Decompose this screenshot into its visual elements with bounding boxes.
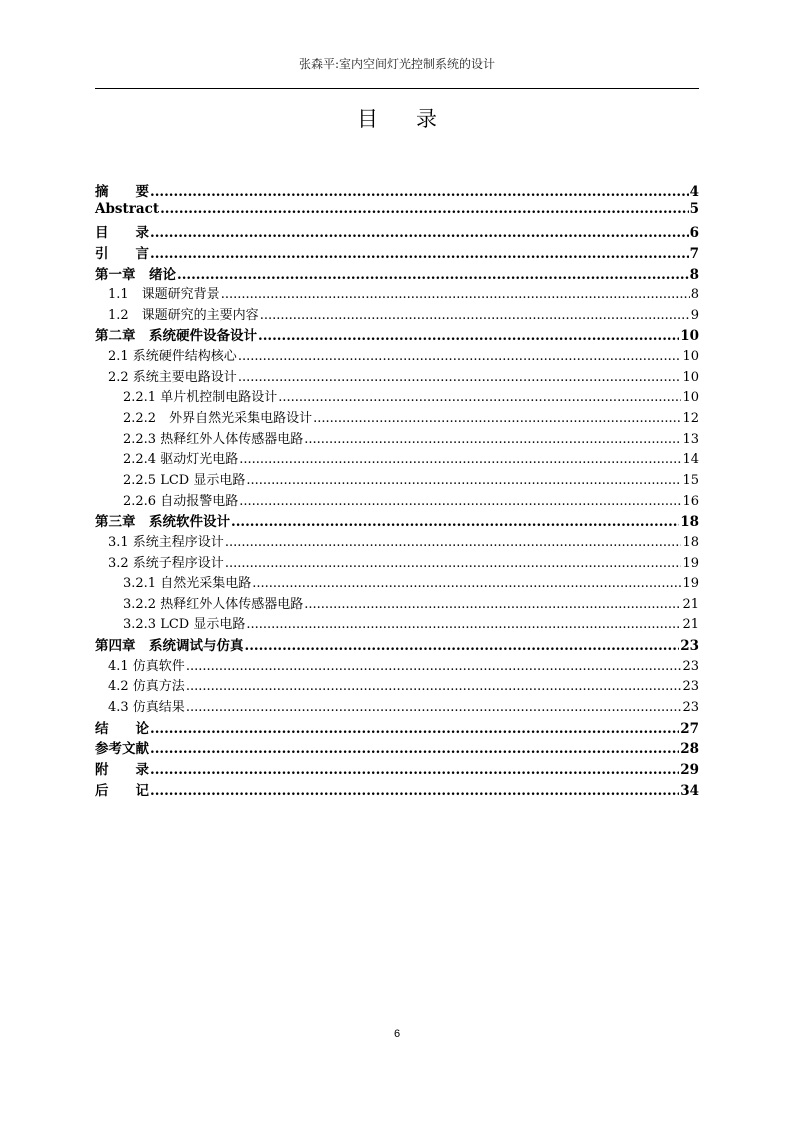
toc-dot-leader <box>160 201 689 217</box>
toc-entry[interactable] <box>95 634 699 655</box>
page-title: 目录 <box>357 107 475 131</box>
toc-entry-label: 3.2.2 热释红外人体传感器电路 <box>123 596 304 612</box>
toc-entry-label: 2.2.6 自动报警电路 <box>123 493 239 509</box>
toc-entry-page: 23 <box>682 679 699 695</box>
toc-dot-leader <box>150 783 679 799</box>
toc-entry[interactable] <box>95 737 699 758</box>
toc-entry-page: 21 <box>682 617 699 633</box>
toc-entry[interactable] <box>95 263 699 284</box>
toc-entry-label: 第三章 系统软件设计 <box>95 514 230 531</box>
toc-dot-leader <box>246 473 681 488</box>
toc-entry[interactable] <box>95 428 699 449</box>
toc-entry[interactable] <box>95 779 699 800</box>
toc-entry-page: 7 <box>689 245 699 262</box>
toc-entry-label: 2.2.1 单片机控制电路设计 <box>123 390 278 406</box>
toc-dot-leader <box>150 184 689 200</box>
toc-entry-page: 8 <box>689 266 699 283</box>
toc-entry-label: 2.2 系统主要电路设计 <box>108 369 237 385</box>
toc-dot-leader <box>225 556 682 571</box>
toc-entry[interactable] <box>95 201 699 222</box>
toc-entry-page: 19 <box>682 555 699 571</box>
toc-entry-page: 10 <box>680 328 699 345</box>
toc-dot-leader <box>304 597 681 612</box>
toc-entry[interactable] <box>95 696 699 717</box>
toc-entry-label: 引 言 <box>95 245 149 262</box>
table-of-contents <box>95 180 699 799</box>
toc-entry[interactable] <box>95 221 699 242</box>
toc-dot-leader <box>150 225 689 241</box>
toc-entry[interactable] <box>95 180 699 201</box>
toc-entry-label: 3.2.3 LCD 显示电路 <box>123 617 246 633</box>
toc-entry-label: 后 记 <box>95 782 149 799</box>
toc-entry-label: 第一章 绪论 <box>95 266 176 283</box>
toc-dot-leader <box>225 535 682 550</box>
toc-entry-page: 28 <box>680 741 699 758</box>
toc-dot-leader <box>150 246 689 262</box>
toc-entry[interactable] <box>95 304 699 325</box>
header-rule <box>95 88 699 89</box>
toc-entry-label: 4.3 仿真结果 <box>108 700 185 716</box>
toc-entry-page: 8 <box>690 287 699 303</box>
toc-entry-page: 4 <box>689 184 699 200</box>
toc-dot-leader <box>150 741 679 757</box>
toc-entry[interactable] <box>95 386 699 407</box>
toc-dot-leader <box>245 638 680 654</box>
toc-entry[interactable] <box>95 324 699 345</box>
toc-entry-label: 4.1 仿真软件 <box>108 658 185 674</box>
toc-entry-page: 16 <box>682 493 699 509</box>
toc-entry-label: 附 录 <box>95 761 149 778</box>
toc-entry-page: 18 <box>682 534 699 550</box>
toc-dot-leader <box>278 390 681 405</box>
toc-entry-label: 结 论 <box>95 720 149 737</box>
toc-entry-page: 23 <box>680 638 699 655</box>
running-header: 张森平:室内空间灯光控制系统的设计 <box>298 57 496 71</box>
toc-entry[interactable] <box>95 366 699 387</box>
toc-entry-label: 1.2 课题研究的主要内容 <box>108 307 259 323</box>
toc-entry-label: 2.2.4 驱动灯光电路 <box>123 452 239 468</box>
toc-entry-page: 19 <box>682 576 699 592</box>
toc-entry-page: 34 <box>680 782 699 799</box>
toc-entry-label: 第二章 系统硬件设备设计 <box>95 328 257 345</box>
toc-entry[interactable] <box>95 490 699 511</box>
toc-entry-label: 目 录 <box>95 225 149 242</box>
toc-dot-leader <box>313 411 681 426</box>
toc-entry-label: 2.2.3 热释红外人体传感器电路 <box>123 431 304 447</box>
toc-entry[interactable] <box>95 717 699 738</box>
toc-entry[interactable] <box>95 613 699 634</box>
toc-entry-page: 10 <box>682 390 699 406</box>
toc-dot-leader <box>238 370 682 385</box>
toc-entry-page: 6 <box>689 225 699 242</box>
toc-entry[interactable] <box>95 510 699 531</box>
toc-entry-label: 2.2.5 LCD 显示电路 <box>123 472 246 488</box>
toc-dot-leader <box>246 617 681 632</box>
toc-dot-leader <box>231 514 679 530</box>
toc-entry-label: 1.1 课题研究背景 <box>108 287 220 303</box>
toc-entry-page: 23 <box>682 658 699 674</box>
toc-entry-page: 9 <box>690 307 699 323</box>
toc-dot-leader <box>258 328 679 344</box>
toc-entry-label: 2.1 系统硬件结构核心 <box>108 349 237 365</box>
toc-entry[interactable] <box>95 758 699 779</box>
toc-dot-leader <box>177 267 689 283</box>
toc-entry-page: 15 <box>682 472 699 488</box>
toc-dot-leader <box>304 432 681 447</box>
toc-dot-leader <box>238 349 682 364</box>
toc-dot-leader <box>260 308 690 323</box>
toc-entry[interactable] <box>95 675 699 696</box>
toc-dot-leader <box>252 576 681 591</box>
toc-dot-leader <box>186 700 682 715</box>
toc-entry[interactable] <box>95 531 699 552</box>
toc-entry[interactable] <box>95 242 699 263</box>
toc-entry-page: 14 <box>682 452 699 468</box>
toc-entry[interactable] <box>95 448 699 469</box>
toc-entry[interactable] <box>95 572 699 593</box>
toc-dot-leader <box>239 494 681 509</box>
toc-entry-label: 参考文献 <box>95 741 149 758</box>
toc-entry-page: 23 <box>682 700 699 716</box>
toc-dot-leader <box>239 452 681 467</box>
toc-entry-label: 3.2 系统子程序设计 <box>108 555 224 571</box>
toc-entry[interactable] <box>95 593 699 614</box>
toc-dot-leader <box>150 721 679 737</box>
toc-entry-label: Abstract <box>95 200 160 217</box>
toc-entry[interactable] <box>95 469 699 490</box>
toc-entry-label: 3.2.1 自然光采集电路 <box>123 576 252 592</box>
toc-entry-label: 2.2.2 外界自然光采集电路设计 <box>123 411 313 427</box>
toc-entry[interactable] <box>95 407 699 428</box>
toc-entry-page: 29 <box>680 761 699 778</box>
toc-entry-label: 3.1 系统主程序设计 <box>108 534 224 550</box>
page-number: 6 <box>393 1028 401 1040</box>
toc-entry-page: 12 <box>682 411 699 427</box>
toc-entry-page: 27 <box>680 720 699 737</box>
toc-entry-page: 18 <box>680 514 699 531</box>
toc-entry-page: 13 <box>682 431 699 447</box>
toc-entry-page: 10 <box>682 349 699 365</box>
toc-entry-label: 第四章 系统调试与仿真 <box>95 638 244 655</box>
toc-entry-label: 摘 要 <box>95 184 149 200</box>
toc-entry-page: 10 <box>682 369 699 385</box>
toc-entry[interactable] <box>95 345 699 366</box>
toc-dot-leader <box>186 659 682 674</box>
toc-entry[interactable] <box>95 283 699 304</box>
toc-entry-label: 4.2 仿真方法 <box>108 679 185 695</box>
toc-entry[interactable] <box>95 655 699 676</box>
toc-entry-page: 5 <box>689 200 699 217</box>
toc-dot-leader <box>221 287 690 302</box>
toc-entry-page: 21 <box>682 596 699 612</box>
toc-entry[interactable] <box>95 552 699 573</box>
toc-dot-leader <box>150 762 679 778</box>
toc-dot-leader <box>186 679 682 694</box>
